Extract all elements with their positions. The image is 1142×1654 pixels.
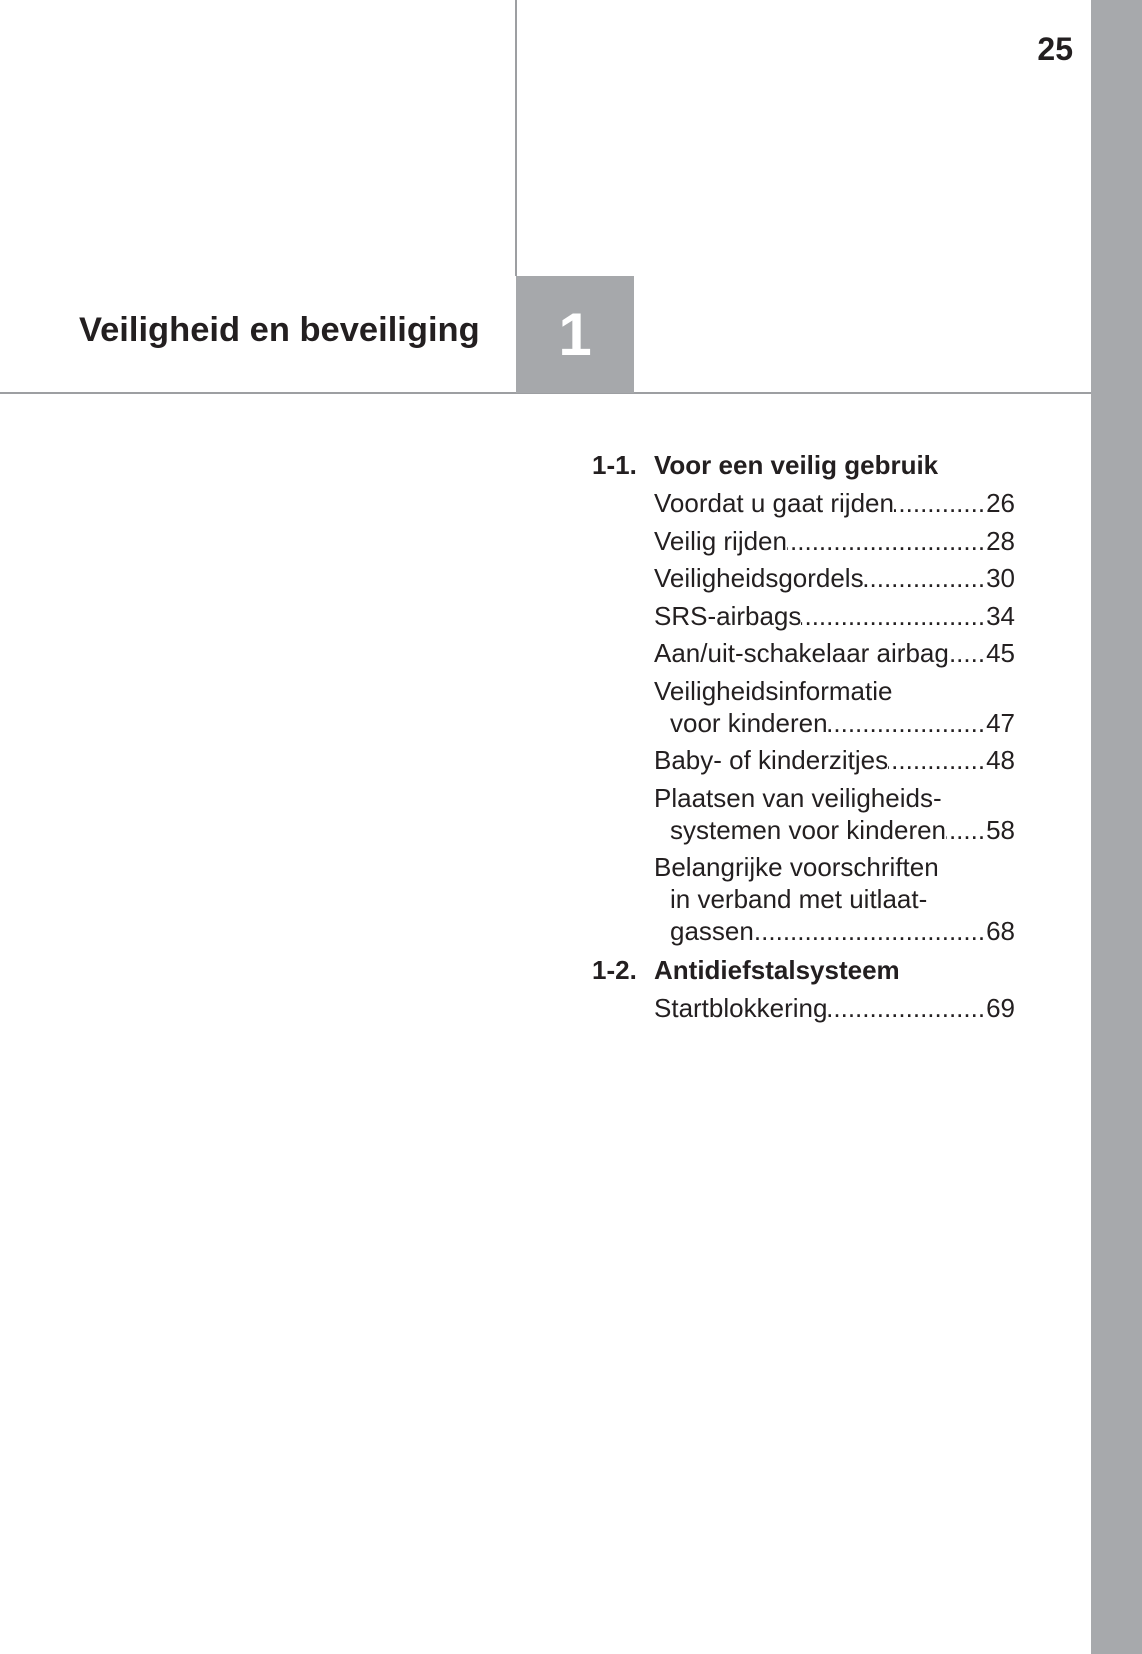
toc-entry-page: 45 xyxy=(986,638,1015,668)
chapter-number: 1 xyxy=(558,300,592,368)
toc-entry-list xyxy=(592,481,1015,947)
toc-entry-page: 28 xyxy=(986,525,1015,556)
toc-entry[interactable] xyxy=(654,851,1015,947)
toc-entry-page: 34 xyxy=(986,600,1015,631)
toc-entry-label: Baby- of kinderzitjes xyxy=(654,745,889,775)
toc-section-number: 1-1. xyxy=(592,450,637,480)
toc-entry-label: Voordat u gaat rijden xyxy=(654,488,894,518)
side-thumb-tab xyxy=(1091,0,1142,1654)
toc-entry[interactable] xyxy=(654,637,1015,669)
toc-entry-page: 48 xyxy=(986,745,1015,775)
toc-entry[interactable] xyxy=(654,992,1015,1024)
dot-leader xyxy=(754,915,986,947)
toc-entry-label: Plaatsen van veiligheids- xyxy=(654,782,942,813)
vertical-divider xyxy=(515,0,517,276)
toc-entry-label: Veiligheidsinformatie xyxy=(654,675,893,706)
toc-entry[interactable] xyxy=(654,600,1015,632)
toc-entry[interactable] xyxy=(654,675,1015,739)
dot-leader xyxy=(894,487,986,519)
toc-section-number: 1-2. xyxy=(592,955,637,985)
toc-entry-page: 26 xyxy=(986,488,1015,518)
toc-section xyxy=(592,449,1015,947)
toc-entry-label: Veiligheidsgordels xyxy=(654,563,864,593)
toc-entry-page: 69 xyxy=(986,993,1015,1023)
toc-entry[interactable] xyxy=(654,562,1015,594)
toc-entry-label: Aan/uit-schakelaar airbag xyxy=(654,638,949,668)
toc-entry-label-continued: gassen xyxy=(670,916,754,946)
toc-section xyxy=(592,954,1015,1024)
toc-entry-page: 58 xyxy=(986,814,1015,845)
dot-leader xyxy=(864,562,986,594)
toc-section-heading[interactable] xyxy=(592,449,1015,481)
toc-entry[interactable] xyxy=(654,487,1015,519)
toc-entry-label-continued: systemen voor kinderen xyxy=(670,814,947,845)
dot-leader xyxy=(888,744,986,776)
dot-leader xyxy=(946,814,986,846)
toc-entry[interactable] xyxy=(654,525,1015,557)
toc-entry-label-continued: in verband met uitlaat- xyxy=(670,884,928,914)
toc-entry-label-continued: voor kinderen xyxy=(670,707,828,738)
toc-section-heading[interactable] xyxy=(592,954,1015,986)
toc-entry-label: SRS-airbags xyxy=(654,600,802,631)
toc-entry-page: 47 xyxy=(986,707,1015,738)
toc-entry-label: Veilig rijden xyxy=(654,525,787,556)
toc-section-title: Voor een veilig gebruik xyxy=(654,450,939,480)
chapter-title: Veiligheid en beveiliging xyxy=(79,311,480,349)
table-of-contents xyxy=(592,449,1015,1024)
dot-leader xyxy=(801,600,986,632)
dot-leader xyxy=(949,637,986,669)
toc-entry-label: Startblokkering xyxy=(654,993,828,1023)
toc-entry-label: Belangrijke voorschriften xyxy=(654,852,939,882)
toc-section-title: Antidiefstalsysteem xyxy=(654,955,900,985)
toc-entry-list xyxy=(592,986,1015,1024)
dot-leader xyxy=(827,992,986,1024)
toc-entry[interactable] xyxy=(654,744,1015,776)
toc-entry[interactable] xyxy=(654,782,1015,846)
dot-leader xyxy=(787,525,986,557)
page-number: 25 xyxy=(1037,31,1073,67)
dot-leader xyxy=(828,707,987,739)
toc-entry-page: 30 xyxy=(986,563,1015,593)
chapter-number-box xyxy=(516,276,634,393)
toc-entry-page: 68 xyxy=(986,916,1015,946)
